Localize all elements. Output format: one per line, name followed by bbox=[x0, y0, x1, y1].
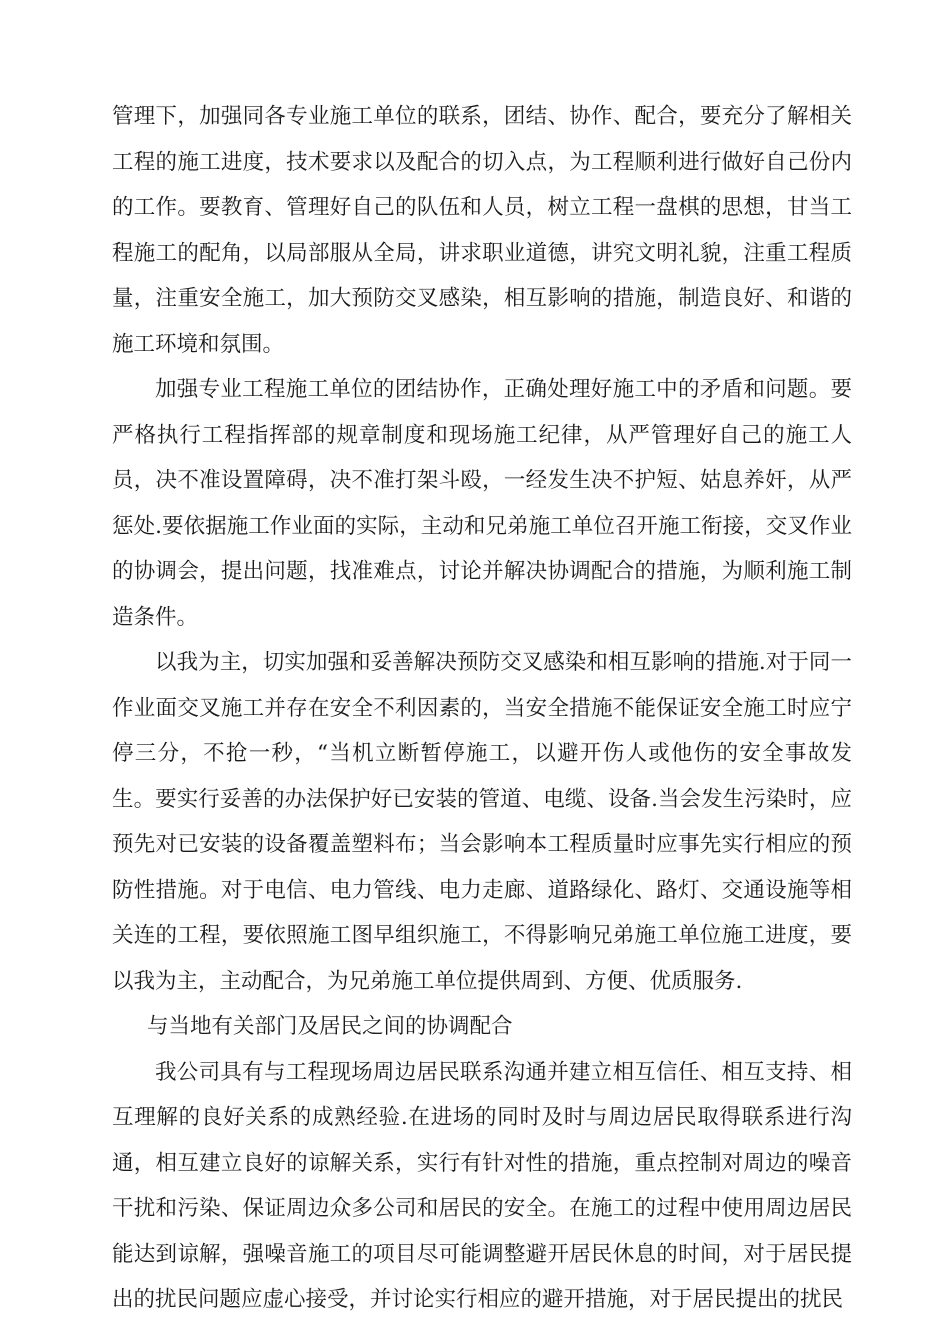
paragraph-resident-relations: 我公司具有与工程现场周边居民联系沟通并建立相互信任、相互支持、相互理解的良好关系的成熟经验.在进场的同时及时与周边居民取得联系进行沟通，相互建立良好的谅解关系，实行有针对性的措施，重点控制对周边的噪音干扰和污染、保证周边众多公司和居民的安全。在施工的过程中使用周边居民能达到谅解，强噪音施工的项目尽可能调整避开居民休息的时间，对于居民提出的扰民问题应虚心接受，并讨论实行相应的避开措施，对于居民提出的扰民 bbox=[112, 1059, 852, 1312]
paragraph-cross-infection-measures: 以我为主，切实加强和妥善解决预防交叉感染和相互影响的措施.对于同一作业面交叉施工并存在安全不利因素的，当安全措施不能保证安全施工时应宁停三分，不抢一秒，“当机立断暂停施工，以避开伤人或他伤的安全事故发生。要实行妥善的办法保护好已安装的管道、电缆、设备.当会发生污染时，应预先对已安装的设备覆盖塑料布；当会影响本工程质量时应事先实行相应的预防性措施。对于电信、电力管线、电力走廊、道路绿化、路灯、交通设施等相关连的工程，要依照施工图早组织施工，不得影响兄弟施工单位施工进度，要以我为主，主动配合，为兄弟施工单位提供周到、方便、优质服务. bbox=[112, 650, 852, 994]
body-text bbox=[112, 94, 852, 1323]
paragraph-coordination-intro: 管理下，加强同各专业施工单位的联系，团结、协作、配合，要充分了解相关工程的施工进度，技术要求以及配合的切入点，为工程顺利进行做好自己份内的工作。要教育、管理好自己的队伍和人员，树立工程一盘棋的思想，甘当工程施工的配角，以局部服从全局，讲求职业道德，讲究文明礼貌，注重工程质量，注重安全施工，加大预防交叉感染，相互影响的措施，制造良好、和谐的施工环境和氛围。 bbox=[112, 104, 852, 357]
section-heading-local-coordination: 与当地有关部门及居民之间的协调配合 bbox=[147, 1014, 513, 1039]
paragraph-unity-cooperation: 加强专业工程施工单位的团结协作，正确处理好施工中的矛盾和问题。要严格执行工程指挥部的规章制度和现场施工纪律，从严管理好自己的施工人员，决不准设置障碍，决不准打架斗殴，一经发生决不护短、姑息养奸，从严惩处.要依据施工作业面的实际，主动和兄弟施工单位召开施工衔接，交叉作业的协调会，提出问题，找准难点，讨论并解决协调配合的措施，为顺利施工制造条件。 bbox=[112, 377, 852, 630]
